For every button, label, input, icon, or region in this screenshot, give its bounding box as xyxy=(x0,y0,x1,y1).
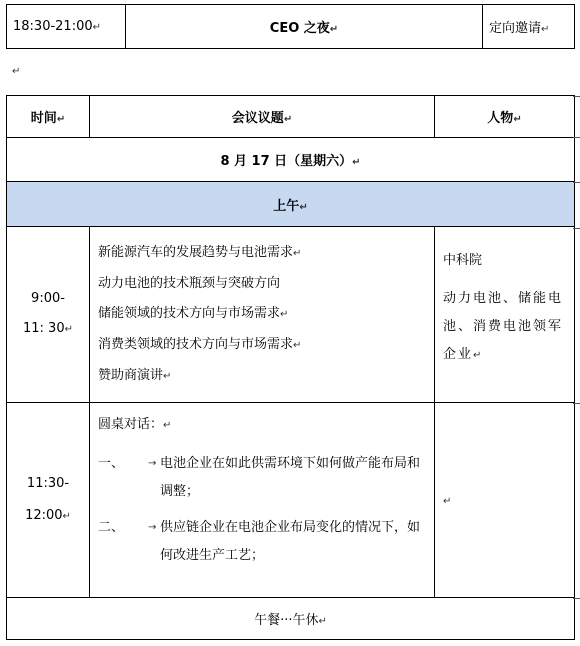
agenda-table xyxy=(6,95,575,640)
evening-event-table xyxy=(6,4,575,49)
roundtable-item-1: 电池企业在如此供需环境下如何做产能布局和调整； xyxy=(160,456,421,499)
session2-people: ↵ xyxy=(435,403,575,598)
lunch-row xyxy=(7,598,575,640)
row-edge-marker xyxy=(573,137,580,138)
header-topic: 会议议题↵ xyxy=(90,96,435,138)
evening-person: 定向邀请 xyxy=(489,21,542,36)
topic-item: 赞助商演讲↵ xyxy=(98,367,172,383)
row-edge-marker xyxy=(573,403,580,404)
morning-row xyxy=(7,182,575,227)
date-row xyxy=(7,138,575,182)
session1-people: 中科院 动力电池、储能电池、消费电池领军企业↵ xyxy=(435,227,575,403)
row-edge-marker xyxy=(573,228,580,229)
session2-topics: 圆桌对话：↵ 一、 → 电池企业在如此供需环境下如何做产能布局和调整； 二、 → 供应链企业在电池企业布局变化的情况下，如何改进生产工艺； xyxy=(90,403,435,598)
evening-person-cell: 定向邀请↵ xyxy=(483,5,575,49)
header-row xyxy=(7,96,575,138)
session2-time: 11:30- 12:00↵ xyxy=(7,403,90,598)
topic-item: 储能领域的技术方向与市场需求↵ xyxy=(98,305,289,321)
paragraph-mark: ↵ xyxy=(12,66,21,77)
evening-time-cell: 18:30-21:00↵ xyxy=(7,5,126,49)
evening-title-cell: CEO 之夜↵ xyxy=(126,5,483,49)
topic-item: 消费类领域的技术方向与市场需求↵ xyxy=(98,336,302,352)
row-edge-marker xyxy=(573,598,580,599)
roundtable-item-2: 供应链企业在电池企业布局变化的情况下，如何改进生产工艺； xyxy=(160,520,421,563)
session2-row xyxy=(7,403,575,598)
session1-row xyxy=(7,227,575,403)
date-cell: 8 月 17 日（星期六）↵ xyxy=(7,138,575,182)
header-time: 时间↵ xyxy=(7,96,90,138)
lunch-cell: 午餐···午休↵ xyxy=(7,598,575,640)
topic-item: 动力电池的技术瓶颈与突破方向 xyxy=(98,275,281,291)
session1-time: 9:00- 11: 30↵ xyxy=(7,227,90,403)
session1-topics xyxy=(90,227,435,403)
row-edge-marker xyxy=(573,182,580,183)
row-edge-marker xyxy=(573,96,580,97)
morning-cell: 上午↵ xyxy=(7,182,575,227)
evening-time: 18:30-21:00 xyxy=(13,19,93,34)
header-people: 人物↵ xyxy=(435,96,575,138)
evening-title: CEO 之夜 xyxy=(269,21,330,36)
topic-item: 新能源汽车的发展趋势与电池需求↵ xyxy=(98,244,302,260)
